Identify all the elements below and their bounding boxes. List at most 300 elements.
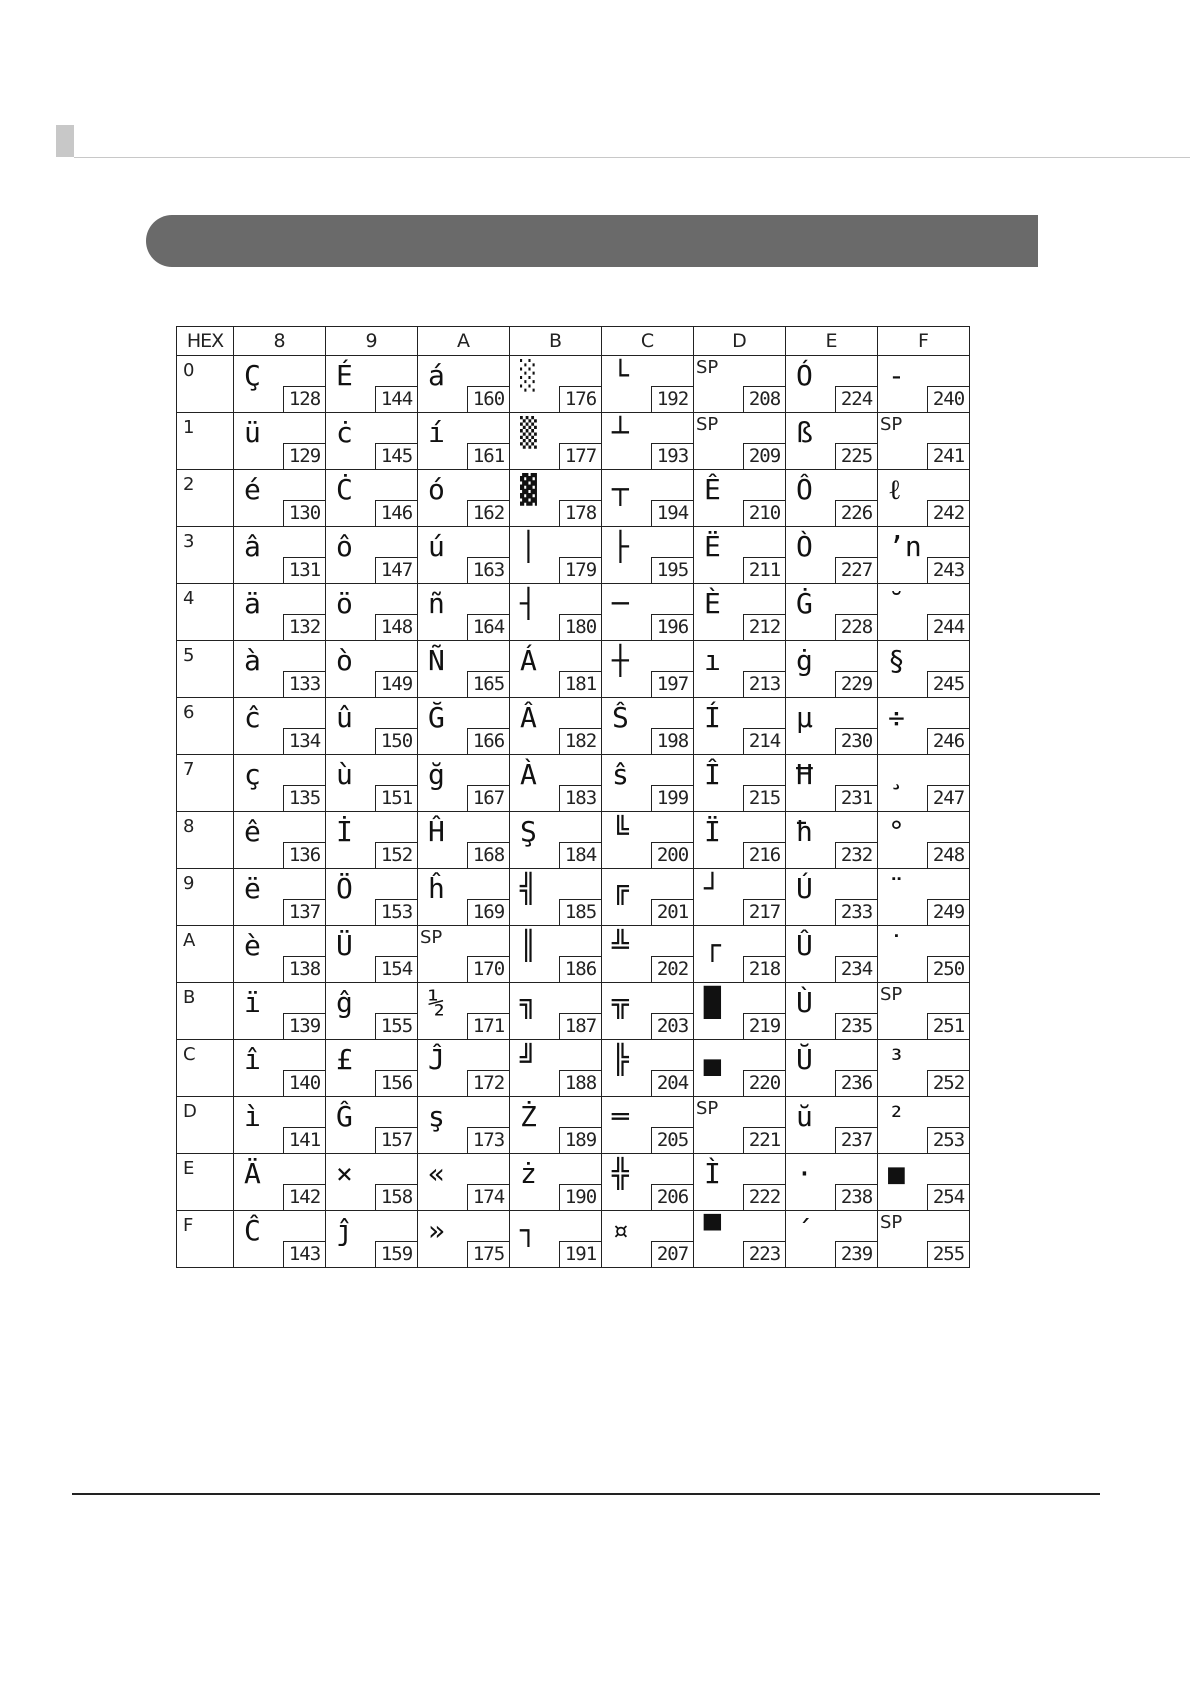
char-glyph: ġ	[796, 644, 813, 677]
char-cell	[694, 1154, 786, 1211]
char-code: 202	[651, 956, 693, 982]
char-glyph: ż	[520, 1157, 537, 1190]
char-glyph: À	[520, 758, 537, 791]
char-code: 238	[835, 1184, 877, 1210]
column-head-8: 8	[234, 327, 326, 356]
char-glyph: Ú	[796, 872, 813, 905]
table-row	[177, 356, 970, 413]
table-row	[177, 698, 970, 755]
char-code: 153	[375, 899, 417, 925]
char-glyph: Ŭ	[796, 1043, 813, 1076]
char-code: 241	[927, 443, 969, 469]
char-cell	[786, 470, 878, 527]
char-glyph: â	[244, 530, 261, 563]
char-glyph: Ì	[704, 1157, 721, 1190]
char-glyph: ▀	[704, 1214, 721, 1247]
char-cell	[878, 1040, 970, 1097]
char-code: 225	[835, 443, 877, 469]
char-glyph: ¸	[888, 758, 905, 791]
char-glyph: Û	[796, 929, 813, 962]
char-cell	[234, 584, 326, 641]
char-code: 181	[559, 671, 601, 697]
character-code-table-container	[176, 326, 970, 1268]
char-code: 253	[927, 1127, 969, 1153]
char-code: 230	[835, 728, 877, 754]
char-cell	[786, 356, 878, 413]
header-tab-marker	[56, 125, 74, 157]
char-code: 198	[651, 728, 693, 754]
char-glyph: ı	[704, 644, 721, 677]
char-glyph: ş	[428, 1100, 445, 1133]
char-code: 246	[927, 728, 969, 754]
char-cell	[694, 584, 786, 641]
char-cell	[418, 1097, 510, 1154]
char-glyph: ĉ	[244, 701, 261, 734]
char-glyph: Ğ	[428, 701, 445, 734]
table-row	[177, 812, 970, 869]
char-cell	[602, 869, 694, 926]
char-glyph: ■	[888, 1157, 905, 1190]
char-code: 131	[283, 557, 325, 583]
char-code: 240	[927, 386, 969, 412]
char-code: 209	[743, 443, 785, 469]
char-cell	[786, 413, 878, 470]
char-glyph: ├	[612, 530, 629, 563]
row-head: 3	[177, 527, 234, 584]
char-code: 152	[375, 842, 417, 868]
char-code: 231	[835, 785, 877, 811]
row-head: A	[177, 926, 234, 983]
char-cell	[326, 1211, 418, 1268]
char-code: 197	[651, 671, 693, 697]
char-code: 254	[927, 1184, 969, 1210]
char-code: 177	[559, 443, 601, 469]
char-cell	[878, 812, 970, 869]
row-head: 9	[177, 869, 234, 926]
row-head: D	[177, 1097, 234, 1154]
char-glyph: Ĵ	[428, 1043, 445, 1076]
row-head: 4	[177, 584, 234, 641]
char-code: 208	[743, 386, 785, 412]
char-code: 234	[835, 956, 877, 982]
char-code: 216	[743, 842, 785, 868]
char-glyph: SP	[696, 414, 719, 435]
char-code: 159	[375, 1241, 417, 1267]
char-glyph: «	[428, 1157, 445, 1190]
char-glyph: ║	[520, 929, 537, 962]
char-code: 247	[927, 785, 969, 811]
char-cell	[326, 1040, 418, 1097]
char-code: 236	[835, 1070, 877, 1096]
char-cell	[326, 584, 418, 641]
char-glyph: ç	[244, 758, 261, 791]
char-code: 237	[835, 1127, 877, 1153]
char-cell	[326, 356, 418, 413]
char-code: 239	[835, 1241, 877, 1267]
char-glyph: û	[336, 701, 353, 734]
char-code: 215	[743, 785, 785, 811]
char-cell	[602, 698, 694, 755]
char-cell	[602, 584, 694, 641]
char-cell	[326, 641, 418, 698]
char-cell	[418, 755, 510, 812]
char-cell	[694, 641, 786, 698]
char-glyph: Í	[704, 701, 721, 734]
char-cell	[234, 755, 326, 812]
char-glyph: ì	[244, 1100, 261, 1133]
char-glyph: ʼn	[888, 530, 922, 563]
column-head-e: E	[786, 327, 878, 356]
row-head: 7	[177, 755, 234, 812]
char-cell	[602, 1211, 694, 1268]
char-code: 220	[743, 1070, 785, 1096]
char-glyph: İ	[336, 815, 353, 848]
char-cell	[878, 641, 970, 698]
char-glyph: ┌	[704, 929, 721, 962]
char-glyph: ù	[336, 758, 353, 791]
char-code: 134	[283, 728, 325, 754]
char-code: 205	[651, 1127, 693, 1153]
char-cell	[786, 641, 878, 698]
char-code: 158	[375, 1184, 417, 1210]
char-cell	[878, 869, 970, 926]
char-cell	[418, 1154, 510, 1211]
char-glyph: à	[244, 644, 261, 677]
char-code: 149	[375, 671, 417, 697]
char-cell	[602, 1097, 694, 1154]
char-cell	[418, 869, 510, 926]
char-code: 185	[559, 899, 601, 925]
char-glyph: ▒	[520, 416, 537, 449]
char-glyph: Ñ	[428, 644, 445, 677]
char-cell	[418, 983, 510, 1040]
char-code: 192	[651, 386, 693, 412]
char-code: 166	[467, 728, 509, 754]
char-glyph: Ò	[796, 530, 813, 563]
char-glyph: ═	[612, 1100, 629, 1133]
char-cell	[510, 812, 602, 869]
char-code: 228	[835, 614, 877, 640]
char-glyph: ┼	[612, 644, 629, 677]
char-glyph: ╩	[612, 929, 629, 962]
char-code: 186	[559, 956, 601, 982]
char-cell	[878, 356, 970, 413]
char-cell	[418, 584, 510, 641]
char-glyph: ó	[428, 473, 445, 506]
char-cell	[694, 983, 786, 1040]
char-glyph: ß	[796, 416, 813, 449]
char-code: 233	[835, 899, 877, 925]
char-cell	[878, 698, 970, 755]
char-code: 140	[283, 1070, 325, 1096]
char-glyph: ▄	[704, 1043, 721, 1076]
char-code: 199	[651, 785, 693, 811]
char-glyph: Ĉ	[244, 1214, 261, 1247]
char-cell	[234, 527, 326, 584]
char-code: 160	[467, 386, 509, 412]
column-head-a: A	[418, 327, 510, 356]
table-row	[177, 755, 970, 812]
char-code: 214	[743, 728, 785, 754]
char-code: 151	[375, 785, 417, 811]
char-code: 162	[467, 500, 509, 526]
char-glyph: ú	[428, 530, 445, 563]
char-code: 182	[559, 728, 601, 754]
char-code: 147	[375, 557, 417, 583]
footer-rule	[72, 1493, 1100, 1495]
row-head: 2	[177, 470, 234, 527]
char-code: 219	[743, 1013, 785, 1039]
table-row	[177, 983, 970, 1040]
char-code: 150	[375, 728, 417, 754]
char-code: 193	[651, 443, 693, 469]
char-glyph: ╣	[520, 872, 537, 905]
char-code: 171	[467, 1013, 509, 1039]
char-code: 195	[651, 557, 693, 583]
char-cell	[878, 584, 970, 641]
char-cell	[510, 356, 602, 413]
table-body	[177, 356, 970, 1268]
char-glyph: ĥ	[428, 872, 445, 905]
char-cell	[510, 1211, 602, 1268]
char-cell	[786, 1211, 878, 1268]
char-cell	[326, 698, 418, 755]
char-cell	[326, 470, 418, 527]
char-cell	[602, 641, 694, 698]
char-code: 173	[467, 1127, 509, 1153]
char-code: 245	[927, 671, 969, 697]
char-code: 194	[651, 500, 693, 526]
char-glyph: Ê	[704, 473, 721, 506]
char-glyph: ë	[244, 872, 261, 905]
char-code: 167	[467, 785, 509, 811]
char-cell	[326, 413, 418, 470]
char-glyph: Ĝ	[336, 1100, 353, 1133]
char-cell	[694, 869, 786, 926]
char-code: 248	[927, 842, 969, 868]
char-code: 137	[283, 899, 325, 925]
char-code: 222	[743, 1184, 785, 1210]
char-cell	[510, 1097, 602, 1154]
char-glyph: -	[888, 359, 905, 392]
char-code: 142	[283, 1184, 325, 1210]
char-glyph: £	[336, 1043, 353, 1076]
char-glyph: ─	[612, 587, 629, 620]
char-code: 243	[927, 557, 969, 583]
char-code: 178	[559, 500, 601, 526]
char-cell	[418, 1211, 510, 1268]
table-row	[177, 584, 970, 641]
char-cell	[326, 1154, 418, 1211]
char-glyph: ┘	[704, 872, 721, 905]
table-row	[177, 1097, 970, 1154]
char-cell	[694, 356, 786, 413]
char-code: 169	[467, 899, 509, 925]
char-cell	[326, 1097, 418, 1154]
char-code: 155	[375, 1013, 417, 1039]
char-code: 163	[467, 557, 509, 583]
table-row	[177, 413, 970, 470]
char-cell	[878, 1211, 970, 1268]
char-cell	[786, 584, 878, 641]
char-glyph: ĝ	[336, 986, 353, 1019]
char-cell	[694, 698, 786, 755]
char-cell	[326, 755, 418, 812]
char-code: 144	[375, 386, 417, 412]
char-cell	[418, 1040, 510, 1097]
char-code: 201	[651, 899, 693, 925]
char-cell	[234, 1097, 326, 1154]
char-glyph: Ù	[796, 986, 813, 1019]
char-cell	[234, 869, 326, 926]
char-cell	[786, 1154, 878, 1211]
table-header-row	[177, 327, 970, 356]
char-glyph: Ö	[336, 872, 353, 905]
char-glyph: ñ	[428, 587, 445, 620]
char-glyph: │	[520, 530, 537, 563]
char-cell	[234, 1154, 326, 1211]
header-rule	[74, 157, 1190, 158]
char-cell	[694, 1040, 786, 1097]
char-cell	[418, 413, 510, 470]
char-cell	[418, 812, 510, 869]
char-code: 212	[743, 614, 785, 640]
char-cell	[878, 926, 970, 983]
char-code: 164	[467, 614, 509, 640]
char-code: 242	[927, 500, 969, 526]
char-glyph: ╝	[520, 1043, 537, 1076]
row-head: C	[177, 1040, 234, 1097]
char-cell	[694, 470, 786, 527]
char-glyph: Î	[704, 758, 721, 791]
char-code: 235	[835, 1013, 877, 1039]
char-cell	[418, 698, 510, 755]
char-code: 203	[651, 1013, 693, 1039]
char-code: 232	[835, 842, 877, 868]
char-code: 133	[283, 671, 325, 697]
char-cell	[602, 413, 694, 470]
char-cell	[786, 698, 878, 755]
character-code-table	[176, 326, 970, 1268]
char-glyph: é	[244, 473, 261, 506]
table-row	[177, 527, 970, 584]
char-cell	[510, 1040, 602, 1097]
char-code: 135	[283, 785, 325, 811]
char-code: 210	[743, 500, 785, 526]
char-glyph: Ó	[796, 359, 813, 392]
char-glyph: Ç	[244, 359, 261, 392]
char-code: 251	[927, 1013, 969, 1039]
char-glyph: ×	[336, 1157, 353, 1190]
char-cell	[510, 641, 602, 698]
table-row	[177, 1154, 970, 1211]
char-cell	[510, 527, 602, 584]
char-cell	[234, 812, 326, 869]
char-cell	[326, 983, 418, 1040]
char-cell	[234, 983, 326, 1040]
char-glyph: ╬	[612, 1157, 629, 1190]
char-cell	[694, 1211, 786, 1268]
char-cell	[786, 869, 878, 926]
char-cell	[694, 926, 786, 983]
row-head: 1	[177, 413, 234, 470]
column-head-9: 9	[326, 327, 418, 356]
char-glyph: Ï	[704, 815, 721, 848]
char-cell	[510, 470, 602, 527]
char-glyph: ℓ	[888, 473, 902, 506]
char-code: 154	[375, 956, 417, 982]
char-code: 255	[927, 1241, 969, 1267]
char-glyph: └	[612, 359, 629, 392]
char-code: 157	[375, 1127, 417, 1153]
char-cell	[234, 698, 326, 755]
char-cell	[326, 869, 418, 926]
char-glyph: ê	[244, 815, 261, 848]
char-cell	[786, 983, 878, 1040]
char-glyph: ╠	[612, 1043, 629, 1076]
char-cell	[418, 641, 510, 698]
table-row	[177, 1040, 970, 1097]
char-code: 221	[743, 1127, 785, 1153]
char-code: 183	[559, 785, 601, 811]
char-glyph: ┴	[612, 416, 629, 449]
char-code: 139	[283, 1013, 325, 1039]
char-code: 176	[559, 386, 601, 412]
char-glyph: █	[704, 986, 721, 1019]
char-code: 136	[283, 842, 325, 868]
char-glyph: ô	[336, 530, 353, 563]
char-glyph: ╔	[612, 872, 629, 905]
char-cell	[602, 356, 694, 413]
char-cell	[418, 926, 510, 983]
char-glyph: ˘	[888, 587, 905, 620]
char-glyph: Ġ	[796, 587, 813, 620]
char-cell	[602, 1154, 694, 1211]
table-row	[177, 641, 970, 698]
char-cell	[694, 1097, 786, 1154]
char-cell	[602, 983, 694, 1040]
char-code: 145	[375, 443, 417, 469]
char-cell	[234, 926, 326, 983]
table-row	[177, 926, 970, 983]
char-code: 218	[743, 956, 785, 982]
char-cell	[234, 470, 326, 527]
char-glyph: »	[428, 1214, 445, 1247]
char-code: 148	[375, 614, 417, 640]
char-cell	[234, 1211, 326, 1268]
char-code: 189	[559, 1127, 601, 1153]
char-glyph: §	[888, 644, 905, 677]
char-glyph: ´	[796, 1214, 813, 1247]
char-code: 190	[559, 1184, 601, 1210]
char-glyph: ½	[428, 986, 445, 1019]
char-glyph: Â	[520, 701, 537, 734]
char-glyph: SP	[880, 414, 903, 435]
char-code: 226	[835, 500, 877, 526]
char-code: 172	[467, 1070, 509, 1096]
char-code: 223	[743, 1241, 785, 1267]
char-glyph: ╦	[612, 986, 629, 1019]
char-code: 141	[283, 1127, 325, 1153]
row-head: 6	[177, 698, 234, 755]
char-code: 244	[927, 614, 969, 640]
char-cell	[510, 584, 602, 641]
row-head: 8	[177, 812, 234, 869]
char-cell	[234, 1040, 326, 1097]
char-glyph: ¨	[888, 872, 905, 905]
row-head: 0	[177, 356, 234, 413]
char-cell	[878, 527, 970, 584]
